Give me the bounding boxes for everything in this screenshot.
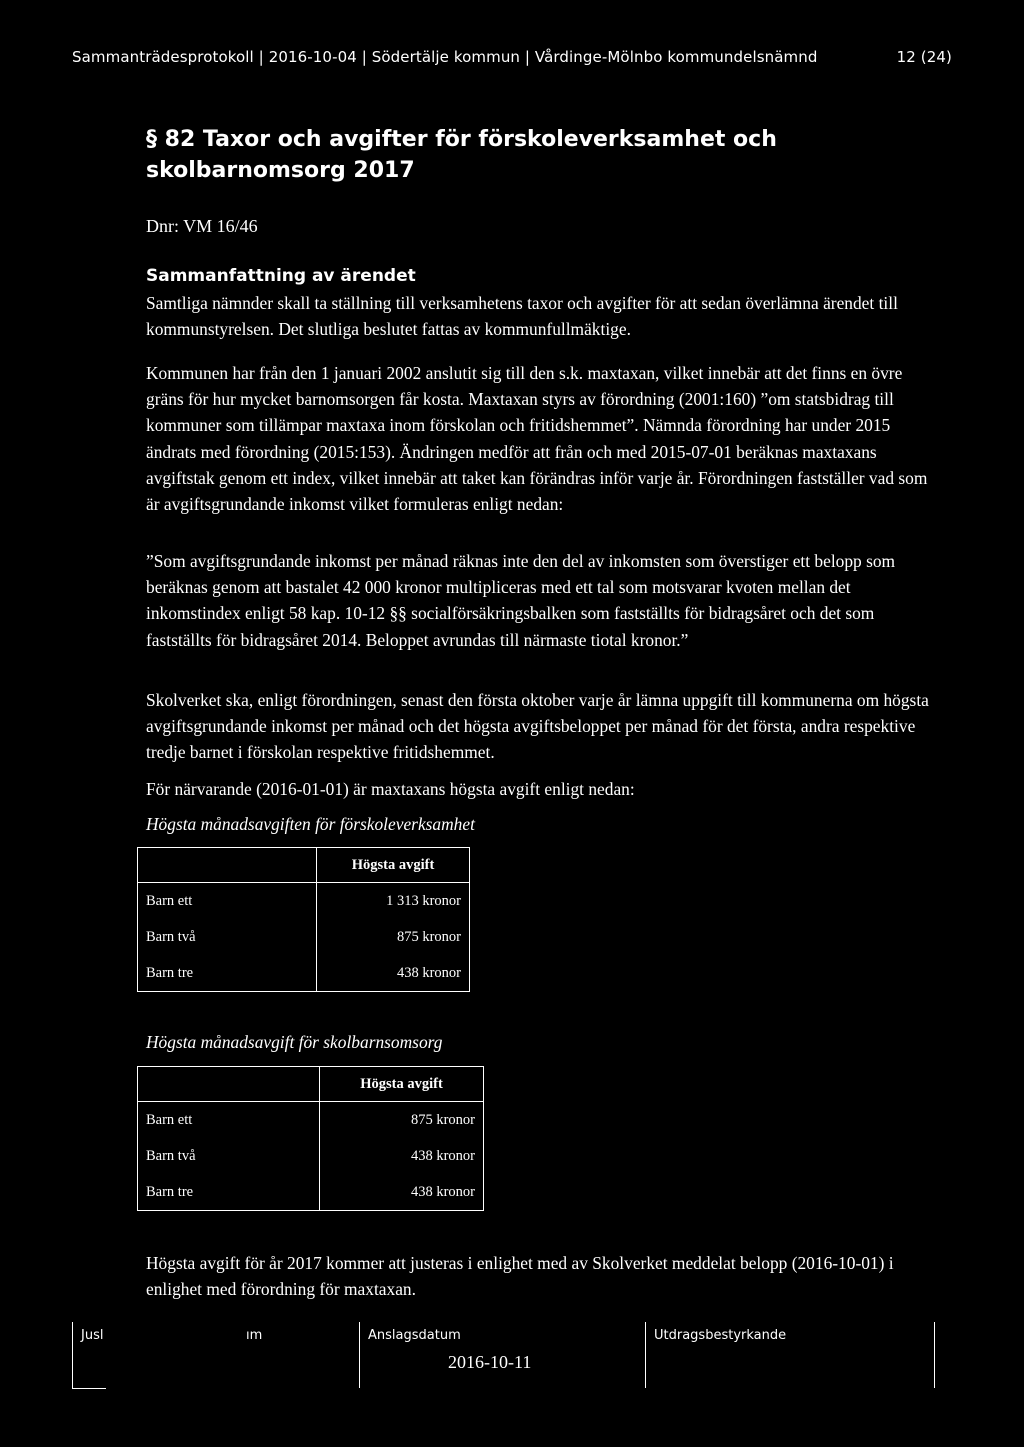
page-title: § 82 Taxor och avgifter för förskoleverksamhet och skolbarnomsorg 2017 <box>146 127 777 183</box>
table-row <box>138 955 470 992</box>
school-fee-table <box>137 1066 484 1211</box>
justering-cell <box>72 1322 155 1388</box>
page-number: 12 (24) <box>896 48 952 66</box>
quote-paragraph: ”Som avgiftsgrundande inkomst per månad räknas inte den del av inkomsten som överstiger ett belopp som beräknas genom att bastalet 42 000 kronor multipliceras med ett tal som motsvarar kvoten mellan det inkomstindex enligt 58 kap. 10-12 §§ socialförsäkringsbalken som fastställts för bidragsåret och det som fastställts för bidragsåret 2014. Beloppet avrundas till närmaste tiotal kronor.” <box>146 551 896 650</box>
table-row <box>138 1174 484 1211</box>
paragraph-5: För närvarande (2016-01-01) är maxtaxans högsta avgift enligt nedan: <box>146 779 635 799</box>
footer-signature-box <box>72 1322 934 1388</box>
table-row <box>138 1138 484 1174</box>
header-text: Sammanträdesprotokoll | 2016-10-04 | Södertälje kommun | Vårdinge-Mölnbo kommundelsnämnd <box>72 48 818 66</box>
preschool-fee-table <box>137 847 470 992</box>
paragraph-1: Samtliga nämnder skall ta ställning till verksamhetens taxor och avgifter för att sedan överlämna ärendet till kommunstyrelsen. Det slutliga beslutet fattas av kommunfullmäktige. <box>146 293 898 340</box>
table-header-row <box>138 848 470 883</box>
section-heading: Sammanfattning av ärendet <box>146 266 416 286</box>
table-header-cell: Högsta avgift <box>320 1067 484 1102</box>
anslagsdatum-label: Anslagsdatum <box>368 1328 461 1343</box>
datum-cell <box>154 1322 359 1388</box>
table-header-row <box>138 1067 484 1102</box>
table-row <box>138 919 470 955</box>
table-header-empty <box>138 848 317 883</box>
row-value: 875 kronor <box>320 1102 484 1139</box>
utdrag-label: Utdragsbestyrkande <box>654 1328 787 1343</box>
anslagsdatum-value: 2016-10-11 <box>448 1352 532 1372</box>
row-label: Barn ett <box>138 883 317 920</box>
table-header-cell: Högsta avgift <box>317 848 470 883</box>
preschool-table-caption: Högsta månadsavgiften för förskoleverksamhet <box>146 814 475 834</box>
closing-paragraph: Högsta avgift för år 2017 kommer att justeras i enlighet med av Skolverket meddelat belopp (2016-10-01) i enlighet med förordning för maxtaxan. <box>146 1253 894 1300</box>
row-value: 1 313 kronor <box>317 883 470 920</box>
row-value: 875 kronor <box>317 919 470 955</box>
justering-label: Jusl <box>81 1328 104 1343</box>
footer-divider <box>72 1388 106 1389</box>
utdrag-cell <box>645 1322 935 1388</box>
row-value: 438 kronor <box>320 1174 484 1211</box>
row-value: 438 kronor <box>320 1138 484 1174</box>
page-header <box>72 48 952 66</box>
row-label: Barn tre <box>138 955 317 992</box>
row-label: Barn två <box>138 919 317 955</box>
row-label: Barn tre <box>138 1174 320 1211</box>
school-table-caption: Högsta månadsavgift för skolbarnsomsorg <box>146 1032 443 1052</box>
diary-number: Dnr: VM 16/46 <box>146 216 258 236</box>
paragraph-4: Skolverket ska, enligt förordningen, senast den första oktober varje år lämna uppgift till kommunerna om högsta avgiftsgrundande inkomst per månad och det högsta avgiftsbeloppet per månad för det första, andra respektive tredje barnet i förskolan respektive fritidshemmet. <box>146 690 929 763</box>
paragraph-2: Kommunen har från den 1 januari 2002 anslutit sig till den s.k. maxtaxan, vilket innebär att det finns en övre gräns för hur mycket barnomsorgen får kosta. Maxtaxan styrs av förordning (2001:160) ”om statsbidrag till kommuner som tillämpar maxtaxa inom förskolan och fritidshemmet”. Nämnda förordning har under 2015 ändrats med förordning (2015:153). Ändringen medför att från och med 2015-07-01 beräknas maxtaxans avgiftstak genom ett index, vilket innebär att taket kan förändras inför varje år. Förordningen fastställer vad som är avgiftsgrundande inkomst vilket formuleras enligt nedan: <box>146 363 928 515</box>
anslagsdatum-cell <box>359 1322 646 1388</box>
table-row <box>138 883 470 920</box>
table-header-empty <box>138 1067 320 1102</box>
row-label: Barn två <box>138 1138 320 1174</box>
table-row <box>138 1102 484 1139</box>
row-label: Barn ett <box>138 1102 320 1139</box>
datum-label: ım <box>246 1328 263 1343</box>
row-value: 438 kronor <box>317 955 470 992</box>
